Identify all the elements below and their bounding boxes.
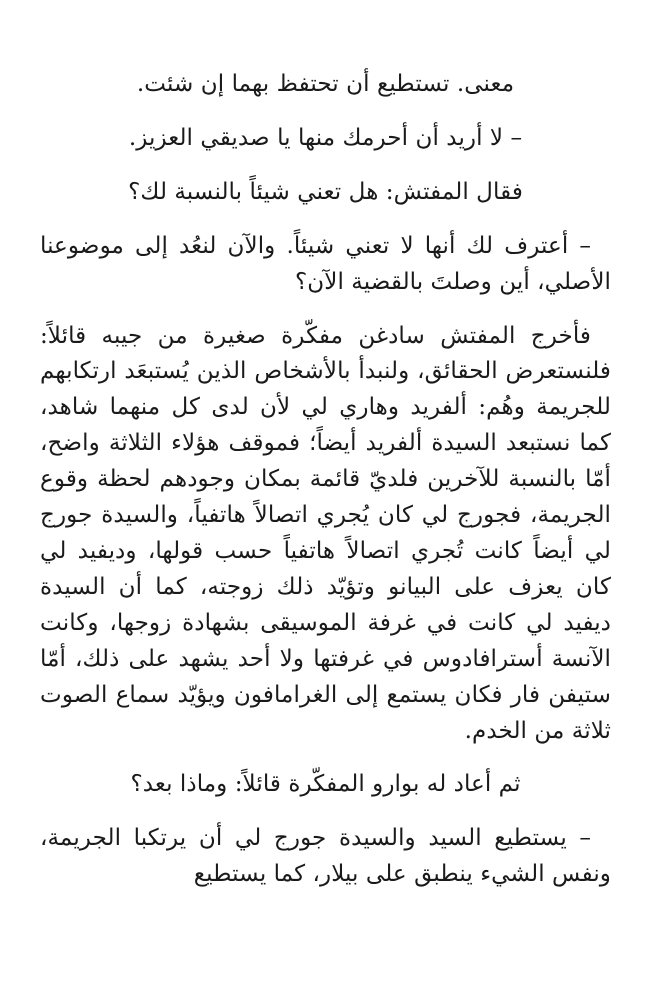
paragraph-6: ثم أعاد له بوارو المفكّرة قائلاً: وماذا بعد؟ — [130, 770, 521, 798]
paragraph-4: – أعترف لك أنها لا تعني شيئاً. والآن لنعُد إلى موضوعنا الأصلي، أين وصلتَ بالقضية الآن؟ — [40, 231, 611, 295]
paragraph-1: معنى. تستطيع أن تحتفظ بهما إن شئت. — [136, 70, 515, 97]
paragraph-5: فأخرج المفتش سادغن مفكّرة صغيرة من جيبه قائلاً: فلنستعرض الحقائق، ولنبدأ بالأشخاص الذين يُستبعَد ارتكابهم للجريمة وهُم: ألفريد وهاري لي لأن لدى كل منهما شاهد، كما نستبعد السيدة ألفريد أيضاً؛ فموقف هؤلاء الثلاثة واضح، أمّا بالنسبة للآخرين فلديّ قائمة بمكان وجودهم لحظة وقوع الجريمة، فجورج لي كان يُجري اتصالاً هاتفياً، والسيدة جورج لي أيضاً كانت تُجري اتصالاً هاتفياً حسب قولها، وديفيد لي كان يعزف على البيانو وتؤيّد ذلك زوجته، كما أن السيدة ديفيد لي كانت في غرفة الموسيقى بشهادة زوجها، وكانت الآنسة أسترافادوس في غرفتها ولا أحد يشهد على ذلك، أمّا ستيفن فار فكان يستمع إلى الغرامافون ويؤيّد سماع الصوت ثلاثة من الخدم. — [40, 321, 611, 744]
paragraph-7: – يستطيع السيد والسيدة جورج لي أن يرتكبا الجريمة، ونفس الشيء ينطبق على بيلار، كما يستطيع — [40, 824, 611, 888]
paragraph-2: – لا أريد أن أحرمك منها يا صديقي العزيز. — [128, 123, 523, 151]
paragraph-3: فقال المفتش: هل تعني شيئاً بالنسبة لك؟ — [128, 177, 523, 205]
